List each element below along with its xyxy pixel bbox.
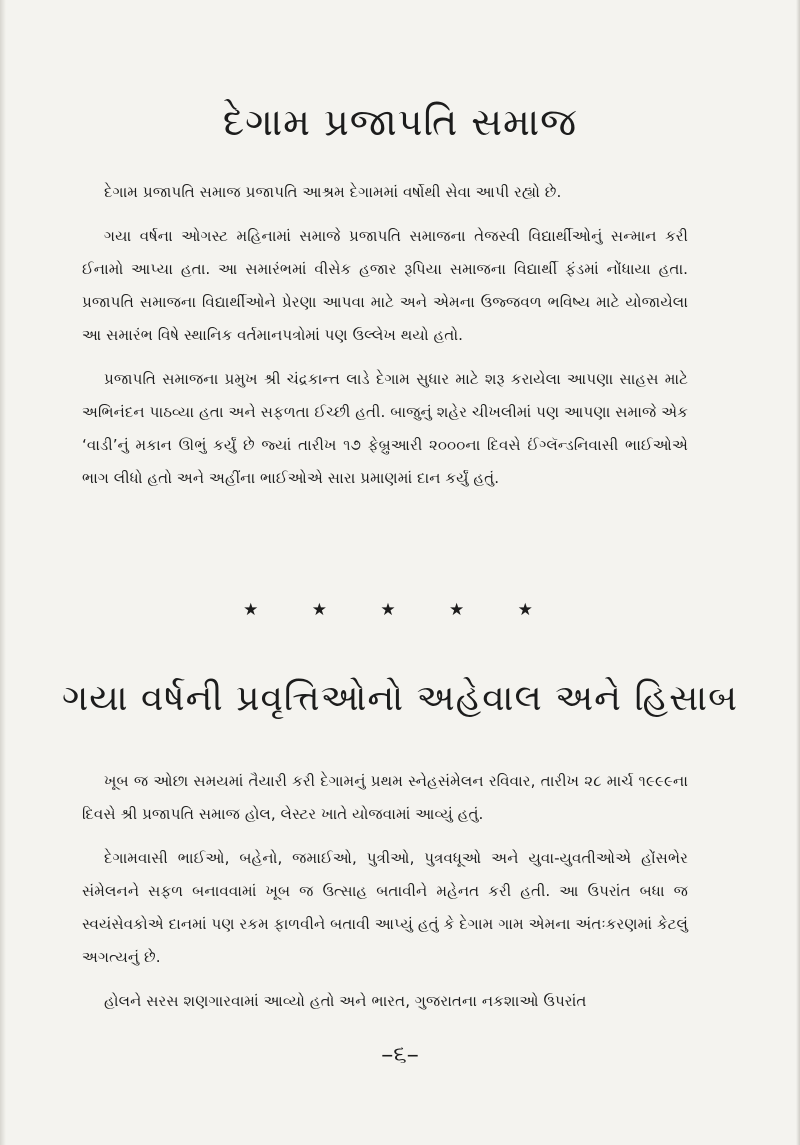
star-separator: ★ ★ ★ ★ ★ xyxy=(243,600,557,620)
scan-shadow-right xyxy=(796,0,800,1145)
scan-shadow-left xyxy=(0,0,6,1145)
section1-body xyxy=(82,176,688,506)
section1-paragraph-3: પ્રજાપતિ સમાજના પ્રમુખ શ્રી ચંદ્રકાન્ત લાડે દેગામ સુધાર માટે શરૂ કરાયેલા આપણા સાહસ માટે અભિનંદન પાઠવ્યા હતા અને સફળતા ઈચ્છી હતી. બાજુનું શહેર ચીખલીમાં પણ આપણા સમાજે એક ‘વાડી’નું મકાન ઊભું કર્યું છે જ્યાં તારીખ ૧૭ ફેબ્રુઆરી ૨૦૦૦ના દિવસે ઈંગ્લૅન્ડનિવાસી ભાઈઓએ ભાગ લીધો હતો અને અહીંના ભાઈઓએ સારા પ્રમાણમાં દાન કર્યું હતું. xyxy=(82,370,688,487)
section2-paragraph-1: ખૂબ જ ઓછા સમયમાં તૈયારી કરી દેગામનું પ્રથમ સ્નેહસંમેલન રવિવાર, તારીખ ૨૮ માર્ચ ૧૯૯૯ના દિવસે શ્રી પ્રજાપતિ સમાજ હોલ, લેસ્ટર ખાતે યોજવામાં આવ્યું હતું. xyxy=(82,772,688,823)
page-number: –૬– xyxy=(381,1040,419,1068)
section1-paragraph-1: દેગામ પ્રજાપતિ સમાજ પ્રજાપતિ આશ્રમ દેગામમાં વર્ષોથી સેવા આપી રહ્યો છે. xyxy=(104,183,562,201)
section1-paragraph-2: ગયા વર્ષના ઓગસ્ટ મહિનામાં સમાજે પ્રજાપતિ સમાજના તેજસ્વી વિદ્યાર્થીઓનું સન્માન કરી ઈનામો આપ્યા હતા. આ સમારંભમાં વીસેક હજાર રૂપિયા સમાજના વિદ્યાર્થી ફંડમાં નોંધાયા હતા. પ્રજાપતિ સમાજના વિદ્યાર્થીઓને પ્રેરણા આપવા માટે અને એમના ઉજ્જવળ ભવિષ્ય માટે યોજાયેલા આ સમારંભ વિષે સ્થાનિક વર્તમાનપત્રોમાં પણ ઉલ્લેખ થયો હતો. xyxy=(82,227,688,344)
section2-title: ગયા વર્ષની પ્રવૃત્તિઓનો અહેવાલ અને હિસાબ xyxy=(62,678,738,719)
section2-paragraph-2: દેગામવાસી ભાઈઓ, બહેનો, જમાઈઓ, પુત્રીઓ, પુત્રવધૂઓ અને યુવા-યુવતીઓએ હોંસભેર સંમેલનને સફળ બનાવવામાં ખૂબ જ ઉત્સાહ બતાવીને મહેનત કરી હતી. આ ઉપરાંત બધા જ સ્વયંસેવકોએ દાનમાં પણ રકમ ફાળવીને બતાવી આપ્યું હતું કે દેગામ ગામ એમના અંતઃકરણમાં કેટલું અગત્યનું છે. xyxy=(82,849,688,966)
section2-paragraph-3: હોલને સરસ શણગારવામાં આવ્યો હતો અને ભારત, ગુજરાતના નકશાઓ ઉપરાંત xyxy=(104,992,587,1010)
section1-title: દેગામ પ્રજાપતિ સમાજ xyxy=(222,100,578,144)
section2-body xyxy=(82,765,688,1029)
